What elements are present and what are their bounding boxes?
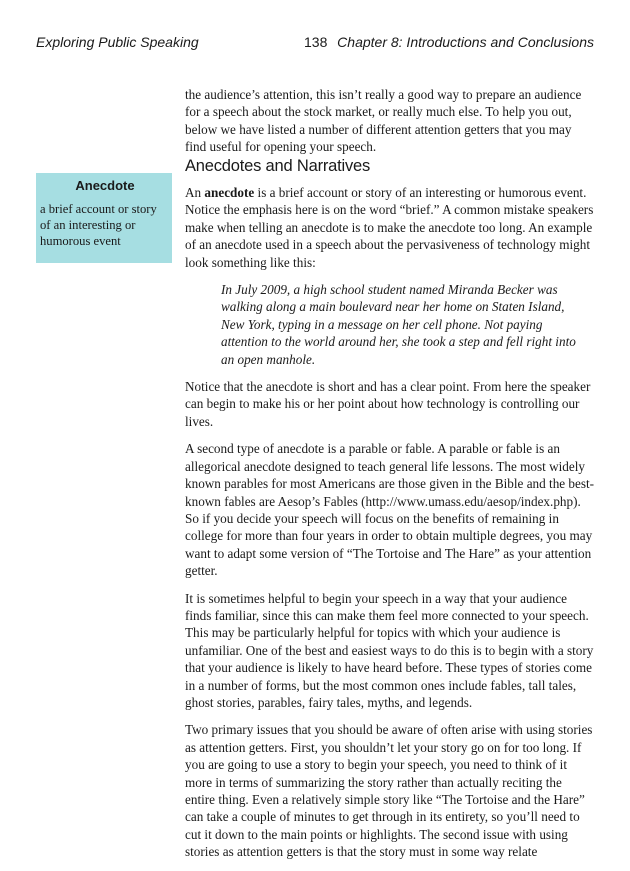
lead-text: An [185, 185, 205, 200]
paragraph-anecdote-definition [185, 184, 595, 271]
anecdote-quote: In July 2009, a high school student named Miranda Becker was walking along a main boulevard near her home on Staten Island, New York, typing in a message on her cell phone. Not paying attention to the world around her, she took a step and fell right into an open manhole. [221, 282, 576, 367]
page-header [36, 34, 594, 54]
body-section [185, 184, 595, 871]
paragraph-anecdote-point: Notice that the anecdote is short and has a clear point. From here the speaker can begin to make his or her point about how technology is controlling our lives. [185, 379, 591, 429]
section-heading: Anecdotes and Narratives [185, 157, 371, 175]
sidebar-definition: a brief account or story of an interesting or humorous event [40, 202, 157, 248]
key-term: anecdote [204, 185, 255, 200]
definition-sidebar [36, 173, 172, 263]
chapter-title: Chapter 8: Introductions and Conclusions [337, 34, 594, 50]
page-number: 138 [304, 34, 328, 50]
book-title: Exploring Public Speaking [36, 34, 199, 50]
paragraph-story-issues: Two primary issues that you should be aware of often arise with using stories as attention getters. First, you shouldn’t let your story go on for too long. If you are going to use a story to begin your speech, you need to think of it more in terms of summarizing the story rather than actually reciting the entire thing. Even a relatively simple story like “The Tortoise and the Hare” can take a couple of minutes to get through in its entirety, so you’ll need to cut it down to the main points or highlights. The second issue with using stories as attention getters is that the story must in some way relate [185, 722, 593, 860]
paragraph-parable-fable: A second type of anecdote is a parable or fable. A parable or fable is an allegorical anecdote designed to teach general life lessons. The most widely known parables for most Americans are those given in the Bible and the best-known fables are Aesop’s Fables (http://www.umass.edu/aesop/index.php). So if you decide your speech will focus on the benefits of remaining in college for more than four years in order to obtain multiple degrees, you may want to adapt some version of “The Tortoise and The Hare” as your attention getter. [185, 441, 595, 579]
definition-text: is a brief account or story of an interesting or humorous event. Notice the emphasis here is on the word “brief.” A common mistake speakers make when telling an anecdote is to make the anecdote too long. An example of an anecdote used in a speech about the pervasiveness of technology might look something like this: [185, 185, 594, 270]
intro-paragraph: the audience’s attention, this isn’t really a good way to prepare an audience for a speech about the stock market, or really much else. To help you out, below we have listed a number of different attention getters that you may find useful for opening your speech. [185, 87, 582, 155]
sidebar-term: Anecdote [75, 178, 135, 193]
paragraph-familiar-stories: It is sometimes helpful to begin your speech in a way that your audience finds familiar, since this can make them feel more connected to your speech. This may be particularly helpful for topics with which your audience is unfamiliar. One of the best and easiest ways to do this is to begin with a story that your audience is likely to have heard before. These types of stories come in a number of forms, but the most common ones include fables, tall tales, ghost stories, parables, fairy tales, myths, and legends. [185, 590, 594, 710]
intro-section [185, 86, 595, 156]
